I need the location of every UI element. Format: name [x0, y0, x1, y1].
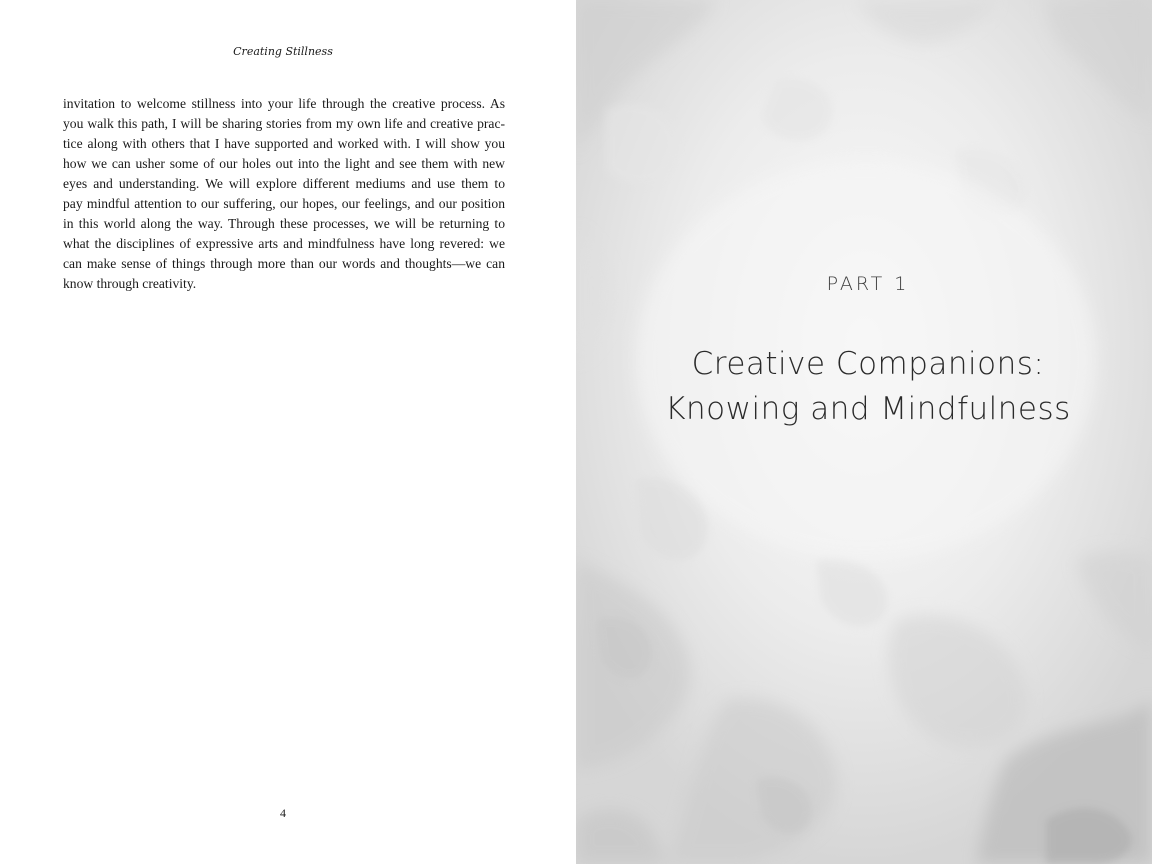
- running-head: Creating Stillness: [233, 45, 333, 58]
- body-paragraph: [63, 94, 505, 294]
- body-line: you walk this path, I will be sharing stories from my own life and creative prac-: [63, 116, 505, 131]
- body-line: tice along with others that I have supported and worked with. I will show you: [63, 136, 505, 151]
- part-title: [576, 342, 1152, 432]
- body-line: what the disciplines of expressive arts and mindfulness have long revered: we: [63, 236, 505, 251]
- page-number: 4: [280, 806, 286, 820]
- marble-background: [576, 0, 1152, 864]
- body-line: know through creativity.: [63, 276, 197, 291]
- body-line: can make sense of things through more than our words and thoughts—we can: [63, 256, 505, 271]
- body-line: in this world along the way. Through these processes, we will be returning to: [63, 216, 505, 231]
- body-line: eyes and understanding. We will explore different mediums and use them to: [63, 176, 505, 191]
- body-line: invitation to welcome stillness into your life through the creative process. As: [63, 96, 505, 111]
- part-title-line: Creative Companions:: [691, 346, 1045, 382]
- body-line: how we can usher some of our holes out into the light and see them with new: [63, 156, 505, 171]
- part-label: PART 1: [826, 273, 910, 295]
- body-line: pay mindful attention to our suffering, our hopes, our feelings, and our position: [63, 196, 505, 211]
- part-title-line: Knowing and Mindfulness: [665, 391, 1071, 427]
- right-page: [576, 0, 1152, 864]
